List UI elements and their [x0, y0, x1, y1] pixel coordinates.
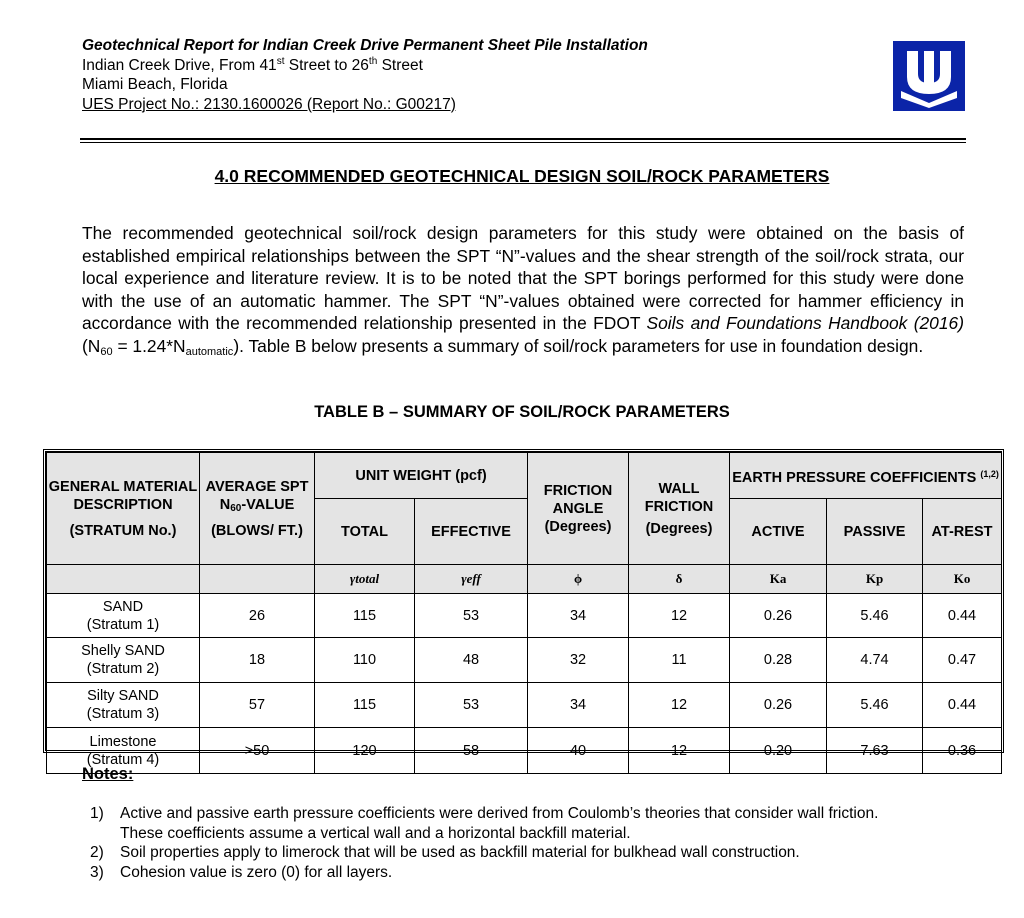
cell-total: 120 — [315, 728, 415, 774]
spt-label — [200, 478, 314, 518]
wall-friction-label: WALL FRICTION — [644, 480, 714, 515]
note-number: 2) — [90, 844, 104, 861]
col-header-general — [47, 453, 200, 565]
note-text: Active and passive earth pressure coefficients were derived from Coulomb’s theories that consider wall friction. — [120, 805, 879, 822]
sym-blank-1 — [47, 565, 200, 594]
cell-active: 0.26 — [730, 594, 827, 638]
stratum-name: (Stratum 2) — [86, 661, 160, 677]
col-header-passive: PASSIVE — [827, 499, 923, 565]
cell-atrest: 0.47 — [923, 638, 1002, 683]
wall-degrees-label: (Degrees) — [645, 520, 713, 537]
location-part-a: Indian Creek Drive, From 41 — [82, 56, 277, 74]
cell-spt: >50 — [200, 728, 315, 774]
cell-atrest: 0.44 — [923, 594, 1002, 638]
cell-passive: 4.74 — [827, 638, 923, 683]
cell-total: 110 — [315, 638, 415, 683]
section-title: 4.0 RECOMMENDED GEOTECHNICAL DESIGN SOIL/ROCK PARAMETERS — [214, 166, 830, 186]
cell-effective: 53 — [415, 594, 528, 638]
cell-effective: 48 — [415, 638, 528, 683]
earth-pressure-note-ref: (1,2) — [980, 468, 999, 479]
cell-spt: 57 — [200, 683, 315, 728]
material-name: Silty SAND — [87, 688, 159, 704]
cell-friction: 34 — [528, 594, 629, 638]
col-header-friction-angle — [528, 453, 629, 565]
intro-text-c: = 1.24*N — [112, 335, 186, 356]
report-header — [82, 36, 782, 114]
note-item — [82, 843, 982, 863]
col-header-spt — [200, 453, 315, 565]
cell-active: 0.26 — [730, 683, 827, 728]
note-item — [82, 863, 982, 883]
table-caption: TABLE B – SUMMARY OF SOIL/ROCK PARAMETERS — [314, 403, 730, 421]
table-row — [47, 594, 1002, 638]
cell-friction: 32 — [528, 638, 629, 683]
header-row-1 — [47, 453, 1002, 499]
intro-text-d: ). Table B below presents a summary of soil/rock parameters for use in foundation design. — [233, 335, 924, 356]
cell-wall: 12 — [629, 683, 730, 728]
intro-paragraph — [82, 222, 964, 358]
table-row — [47, 638, 1002, 683]
blows-label: (BLOWS/ FT.) — [211, 522, 303, 539]
cell-active: 0.28 — [730, 638, 827, 683]
cell-effective: 58 — [415, 728, 528, 774]
col-header-active: ACTIVE — [730, 499, 827, 565]
col-header-effective: EFFECTIVE — [415, 499, 528, 565]
report-project-number: UES Project No.: 2130.1600026 (Report No.: G00217) — [82, 95, 456, 113]
intro-text-b: (N — [82, 335, 101, 356]
cell-spt: 26 — [200, 594, 315, 638]
cell-passive: 7.63 — [827, 728, 923, 774]
sym-gamma-eff: γeff — [415, 565, 528, 594]
note-item — [82, 804, 982, 843]
material-name: Limestone — [89, 733, 157, 750]
report-title: Geotechnical Report for Indian Creek Drive Permanent Sheet Pile Installation — [82, 37, 648, 54]
cell-friction: 34 — [528, 683, 629, 728]
sym-kp: Kp — [827, 565, 923, 594]
notes-list — [82, 804, 982, 882]
report-city: Miami Beach, Florida — [82, 76, 228, 93]
cell-friction: 40 — [528, 728, 629, 774]
col-header-wall-friction — [629, 453, 730, 565]
company-logo-icon — [893, 41, 965, 111]
notes-title: Notes: — [82, 765, 134, 783]
intro-sub-automatic: automatic — [185, 345, 234, 358]
sym-gamma-total: γtotal — [315, 565, 415, 594]
cell-material — [47, 594, 200, 638]
col-header-atrest: AT-REST — [923, 499, 1002, 565]
handbook-title: Soils and Foundations Handbook (2016) — [646, 313, 964, 334]
report-location-line — [82, 56, 782, 76]
intro-text-a: The recommended geotechnical soil/rock design parameters for this study were obtained on the basis of established empirical relationships between the SPT “N”-values and the shear strength of the soil/rock strata, our local experience and literature review. It is to be noted that the SPT borings performed for this study were done with the use of an automatic hammer. The SPT “N”-values obtained were corrected for hammer efficiency in accordance with the recommended relationship presented in the FDOT — [82, 223, 964, 334]
col-header-unit-weight: UNIT WEIGHT (pcf) — [315, 453, 528, 499]
soil-parameters-table-frame — [43, 449, 1004, 768]
location-part-c: Street — [377, 56, 423, 74]
col-header-total: TOTAL — [315, 499, 415, 565]
sym-ka: Ka — [730, 565, 827, 594]
table-row — [47, 728, 1002, 774]
stratum-name: (Stratum 4) — [86, 751, 160, 768]
location-sup-2: th — [368, 55, 378, 67]
header-divider-thin — [80, 142, 966, 143]
note-text: Cohesion value is zero (0) for all layers. — [120, 863, 393, 881]
stratum-label: (STRATUM No.) — [69, 522, 177, 539]
sym-ko: Ko — [923, 565, 1002, 594]
friction-degrees-label: (Degrees) — [544, 518, 612, 535]
stratum-name: (Stratum 3) — [86, 706, 160, 722]
cell-atrest: 0.44 — [923, 683, 1002, 728]
spt-label-b: -VALUE — [241, 496, 295, 513]
intro-sub-60: 60 — [100, 345, 113, 358]
cell-effective: 53 — [415, 683, 528, 728]
spt-label-sub: 60 — [230, 502, 242, 514]
cell-wall: 12 — [629, 594, 730, 638]
cell-active: 0.20 — [730, 728, 827, 774]
cell-total: 115 — [315, 594, 415, 638]
soil-parameters-table — [46, 452, 1002, 774]
table-row — [47, 683, 1002, 728]
material-name: SAND — [102, 598, 144, 615]
col-header-earth-pressure — [730, 453, 1002, 499]
cell-wall: 12 — [629, 728, 730, 774]
friction-angle-label: FRICTION ANGLE — [543, 482, 613, 517]
cell-atrest: 0.36 — [923, 728, 1002, 774]
cell-total: 115 — [315, 683, 415, 728]
sym-delta: δ — [629, 565, 730, 594]
earth-pressure-label: EARTH PRESSURE COEFFICIENTS — [732, 469, 977, 486]
material-name: Shelly SAND — [81, 643, 165, 659]
general-label: GENERAL MATERIAL DESCRIPTION — [48, 478, 198, 513]
cell-material — [47, 638, 200, 683]
sym-blank-2 — [200, 565, 315, 594]
spt-label-a: AVERAGE SPT N — [205, 478, 309, 513]
stratum-name: (Stratum 1) — [86, 616, 160, 633]
note-number: 1) — [90, 805, 104, 822]
location-part-b: Street to 26 — [284, 56, 369, 74]
cell-passive: 5.46 — [827, 683, 923, 728]
sym-phi: ϕ — [528, 565, 629, 594]
location-sup-1: st — [276, 55, 285, 67]
note-text-continued: These coefficients assume a vertical wall and a horizontal backfill material. — [120, 824, 631, 842]
cell-spt: 18 — [200, 638, 315, 683]
cell-passive: 5.46 — [827, 594, 923, 638]
note-number: 3) — [90, 863, 104, 881]
header-row-symbols — [47, 565, 1002, 594]
cell-material — [47, 683, 200, 728]
header-divider-thick — [80, 138, 966, 140]
note-text: Soil properties apply to limerock that will be used as backfill material for bulkhead wall construction. — [120, 844, 800, 861]
cell-wall: 11 — [629, 638, 730, 683]
